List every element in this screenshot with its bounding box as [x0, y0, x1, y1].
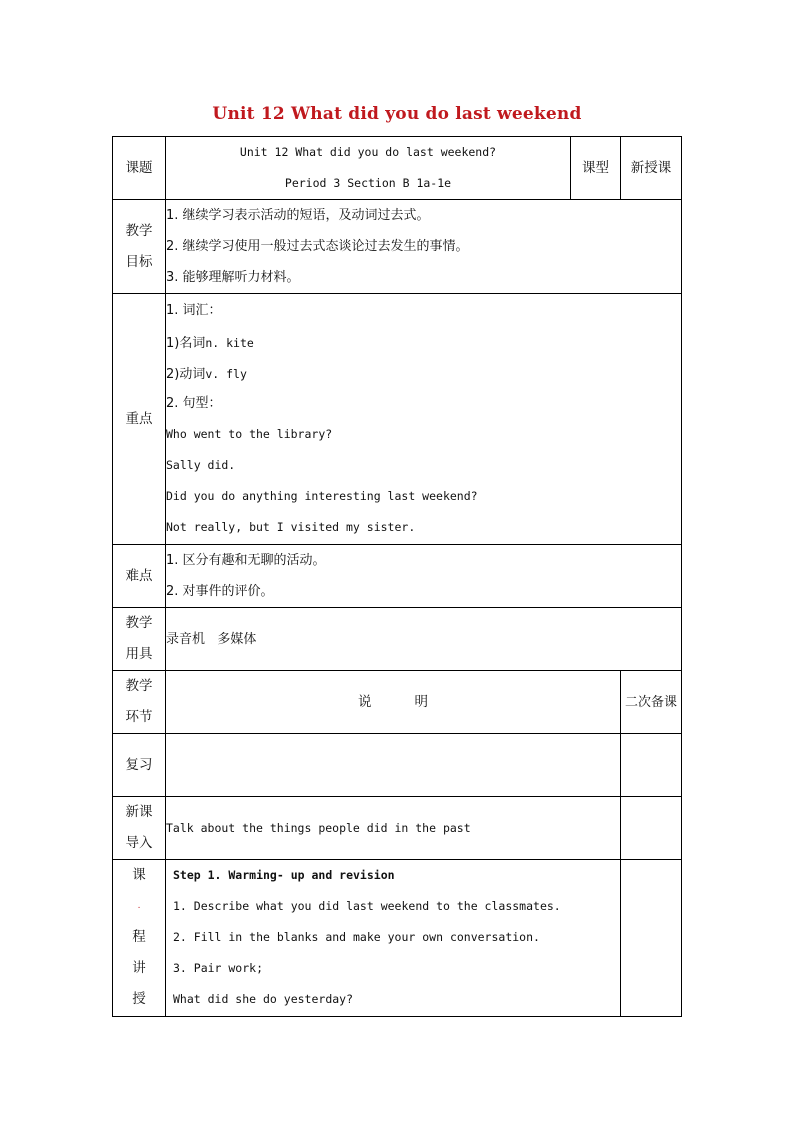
pattern-sentence: Not really, but I visited my sister. — [166, 520, 416, 534]
topic-cell — [166, 137, 571, 200]
difficulty-item: 1. 区分有趣和无聊的活动。 — [166, 553, 326, 568]
label-procedure-line2: 环节 — [125, 709, 153, 725]
lead-in-text: Talk about the things people did in the past — [166, 820, 471, 835]
label-lead-in — [113, 797, 166, 860]
row-lead-in — [113, 797, 682, 860]
vocab-verb — [166, 357, 681, 388]
step-title: Step 1. Warming- up and revision — [173, 868, 395, 882]
lead-in-second-prep — [621, 797, 682, 860]
lesson-item: 1. Describe what you did last weekend to the classmates. — [173, 899, 561, 913]
label-lesson-char: 授 — [132, 991, 146, 1007]
label-lesson-dot: . — [137, 901, 141, 911]
label-review: 复习 — [113, 734, 166, 797]
label-tools — [113, 608, 166, 671]
label-lesson-char: 程 — [132, 929, 146, 945]
vocab-noun-prefix: 1)名词 — [166, 336, 206, 351]
lesson-item: 3. Pair work; — [173, 961, 264, 975]
vocab-noun — [166, 326, 681, 357]
objective-item: 3. 能够理解听力材料。 — [166, 270, 300, 285]
lesson-plan-table — [112, 136, 682, 1017]
topic-period: Period 3 Section B 1a-1e — [284, 176, 452, 190]
document-title: Unit 12 What did you do last weekend — [212, 104, 582, 124]
tools-cell — [166, 608, 682, 671]
lesson-item: What did she do yesterday? — [173, 992, 354, 1006]
label-lesson-type: 课型 — [571, 137, 621, 200]
label-topic: 课题 — [113, 137, 166, 200]
label-tools-line1: 教学 — [125, 615, 153, 631]
pattern-sentence: Who went to the library? — [166, 427, 333, 441]
label-tools-line2: 用具 — [125, 646, 153, 662]
label-difficulties: 难点 — [113, 545, 166, 608]
objective-item: 1. 继续学习表示活动的短语，及动词过去式。 — [166, 208, 430, 223]
review-cell — [166, 734, 621, 797]
lesson-type-value: 新授课 — [621, 137, 682, 200]
topic-title: Unit 12 What did you do last weekend? — [239, 145, 497, 159]
tools-value: 录音机 多媒体 — [166, 631, 257, 647]
label-objectives-line1: 教学 — [125, 222, 153, 239]
label-lead-in-line1: 新课 — [125, 804, 153, 820]
lesson-second-prep — [621, 860, 682, 1017]
pattern-heading: 2. 句型： — [166, 396, 222, 411]
row-lesson — [113, 860, 682, 1017]
vocab-noun-text: n. kite — [205, 336, 254, 350]
key-points-cell — [166, 294, 682, 545]
label-key-points: 重点 — [113, 294, 166, 545]
label-lead-in-line2: 导入 — [125, 835, 153, 851]
row-objectives — [113, 200, 682, 294]
difficulties-cell — [166, 545, 682, 608]
objectives-cell — [166, 200, 682, 294]
row-key-points — [113, 294, 682, 545]
objective-item: 2. 继续学习使用一般过去式态谈论过去发生的事情。 — [166, 239, 469, 254]
vocab-verb-text: v. fly — [205, 367, 247, 381]
label-lesson-char: 讲 — [132, 960, 146, 976]
row-review — [113, 734, 682, 797]
lead-in-cell — [166, 797, 621, 860]
row-procedure-header — [113, 671, 682, 734]
second-prep-header: 二次备课 — [621, 671, 682, 734]
row-difficulties — [113, 545, 682, 608]
vocab-heading: 1. 词汇： — [166, 303, 222, 318]
label-procedure — [113, 671, 166, 734]
lesson-item: 2. Fill in the blanks and make your own conversation. — [173, 930, 540, 944]
row-topic — [113, 137, 682, 200]
label-procedure-line1: 教学 — [125, 678, 153, 694]
lesson-cell — [166, 860, 621, 1017]
explain-header: 说 明 — [166, 671, 621, 734]
pattern-sentence: Sally did. — [166, 458, 236, 472]
pattern-sentence: Did you do anything interesting last weekend? — [166, 489, 478, 503]
label-objectives — [113, 200, 166, 294]
label-lesson-char: 课 — [132, 867, 146, 883]
row-tools — [113, 608, 682, 671]
label-objectives-line2: 目标 — [125, 253, 153, 270]
label-lesson — [113, 860, 166, 1017]
review-second-prep — [621, 734, 682, 797]
difficulty-item: 2. 对事件的评价。 — [166, 584, 274, 599]
vocab-verb-prefix: 2)动词 — [166, 367, 206, 382]
